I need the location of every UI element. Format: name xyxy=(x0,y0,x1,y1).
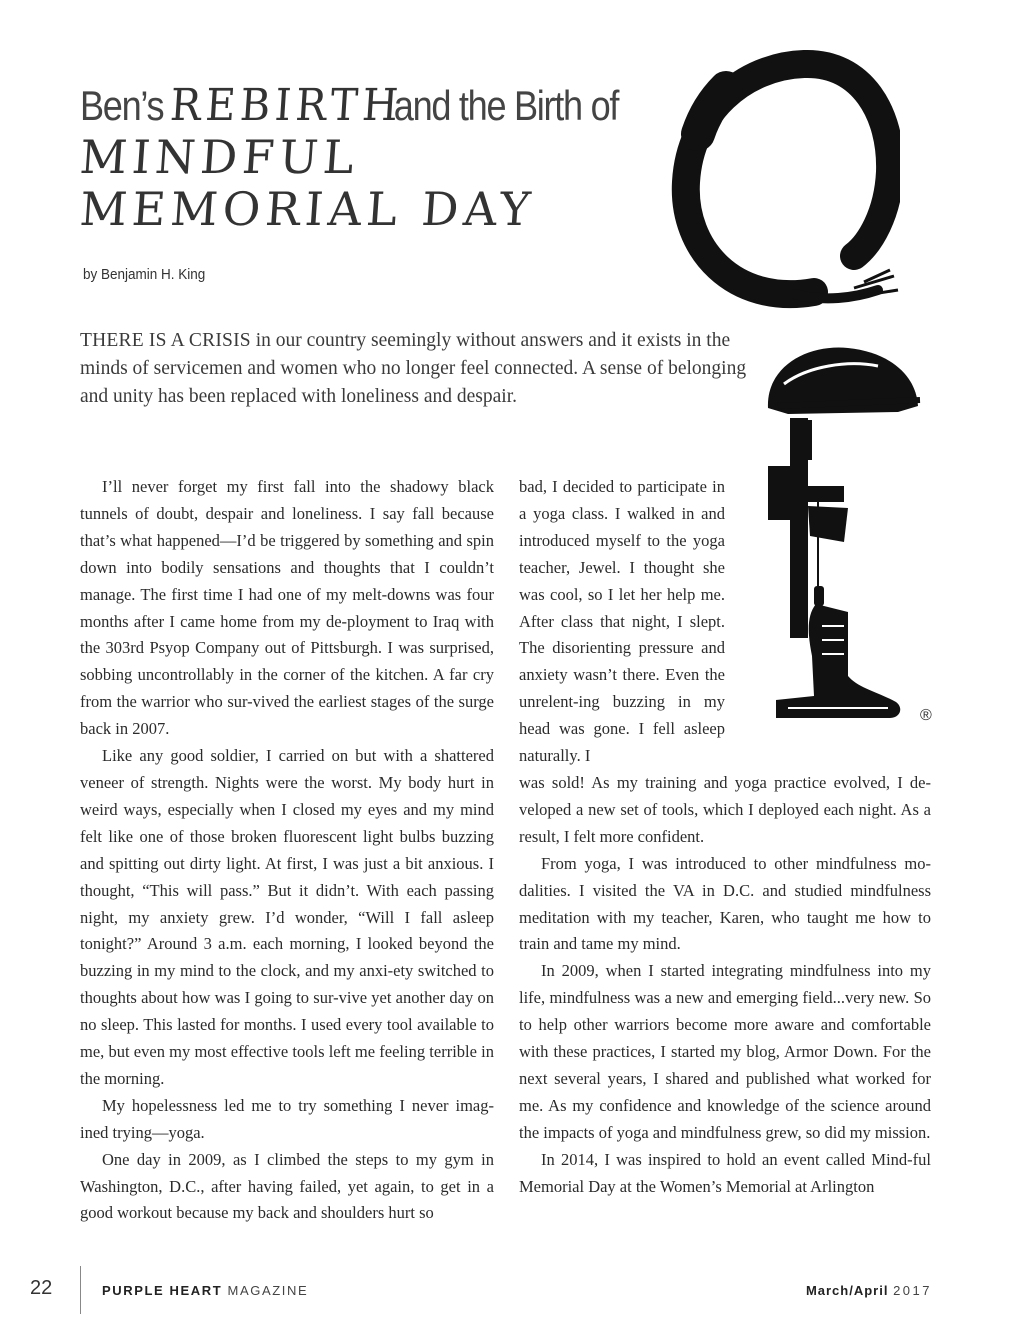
title-line-1 xyxy=(80,80,619,131)
enso-circle-icon xyxy=(664,44,900,314)
issue-date xyxy=(806,1283,932,1298)
lede-caps: THERE IS A CRISIS xyxy=(80,330,251,351)
title-lead: Ben’s xyxy=(80,82,164,129)
paragraph: From yoga, I was introduced to other mindfulness mo-dalities. I visited the VA in D.C. and studied mindfulness meditation with my teacher, Karen, who taught me how to train and tame my mind. xyxy=(519,853,931,954)
title-line-2: MINDFUL xyxy=(78,130,361,184)
article-title xyxy=(78,80,680,236)
paragraph: In 2009, when I started integrating mindfulness into my life, mindfulness was a new and emerging field...very new. So to help other warriors become more aware and comfortable with these practices, I started my blog, Armor Down. For the next several years, I shared and published what worked for me. As my confidence and knowledge of the science around the impacts of yoga and mindfulness grew, so did my mission. xyxy=(519,961,931,1142)
paragraph-continued: was sold! As my training and yoga practice evolved, I de-veloped a new set of tools, which I deployed each night. As a result, I felt more confident. xyxy=(519,772,931,846)
page-number: 22 xyxy=(30,1277,53,1299)
byline: by Benjamin H. King xyxy=(83,266,206,283)
footer-divider xyxy=(80,1266,81,1314)
publication-name xyxy=(102,1283,308,1298)
paragraph: I’ll never forget my first fall into the shadowy black tunnels of doubt, despair and loneliness. I say fall because that’s what happened—I’d be triggered by something and spin down into bodily sensations and thoughts that I couldn’t manage. The first time I had one of my melt-downs was four months after I came home from my de-ployment to Iraq with the 303rd Psyop Company out of Pittsburgh. I was surprised, sobbing uncontrollably in the corner of the kitchen. A far cry from the warrior who sur-vived the earliest stages of the surge back in 2007. xyxy=(80,477,494,739)
registered-mark: ® xyxy=(920,707,932,724)
title-line-3: MEMORIAL DAY xyxy=(78,182,538,236)
paragraph-wrapped: bad, I decided to participate in a yoga class. I walked in and introduced myself to the yoga teacher, Jewel. I thought she was cool, so I let her help me. After class that night, I slept. The disorienting pressure and anxiety wasn’t there. Even the unrelent-ing buzzing in my head was gone. I fell asleep naturally. I xyxy=(519,477,725,766)
article-column-1 xyxy=(80,474,494,1227)
paragraph: In 2014, I was inspired to hold an event called Mind-ful Memorial Day at the Women’s Memorial at Arlington xyxy=(519,1149,931,1196)
paragraph: One day in 2009, as I climbed the steps to my gym in Washington, D.C., after having failed, yet again, to get in a good workout because my back and shoulders hurt so xyxy=(80,1149,494,1223)
article-column-2 xyxy=(519,474,931,1200)
lede-paragraph xyxy=(80,327,760,411)
paragraph: Like any good soldier, I carried on but with a shattered veneer of strength. Nights were the worst. My body hurt in weird ways, especially when I closed my eyes and my mind felt like one of those broken fluorescent light bulbs buzzing and spitting out dirty light. At first, I was just a bit anxious. I thought, “This will pass.” But it didn’t. With each passing night, my anxiety grew. I’d wonder, “Will I fall asleep tonight?” Around 3 a.m. each morning, I looked beyond the buzzing in my mind to the clock, and my anxi-ety switched to thoughts about how was I going to sur-vive yet another day on no sleep. This lasted for months. I used every tool available to me, but even my most effective tools left me feeling terrible in the morning. xyxy=(80,746,494,1088)
issue-months: March/April xyxy=(805,1283,889,1298)
publication-bold: PURPLE HEART xyxy=(102,1283,223,1298)
issue-year: 2017 xyxy=(893,1283,932,1298)
title-rebirth: REBIRTH xyxy=(168,80,405,131)
publication-light: MAGAZINE xyxy=(227,1283,309,1298)
title-connector: and the Birth of xyxy=(393,82,619,129)
lede-text: in our country seemingly without answers and it exists in the minds of servicemen and women who no longer feel connected. A sense of belonging and unity has been replaced with loneliness and despair. xyxy=(80,330,747,407)
paragraph: My hopelessness led me to try something I never imag-ined trying—yoga. xyxy=(80,1095,494,1142)
